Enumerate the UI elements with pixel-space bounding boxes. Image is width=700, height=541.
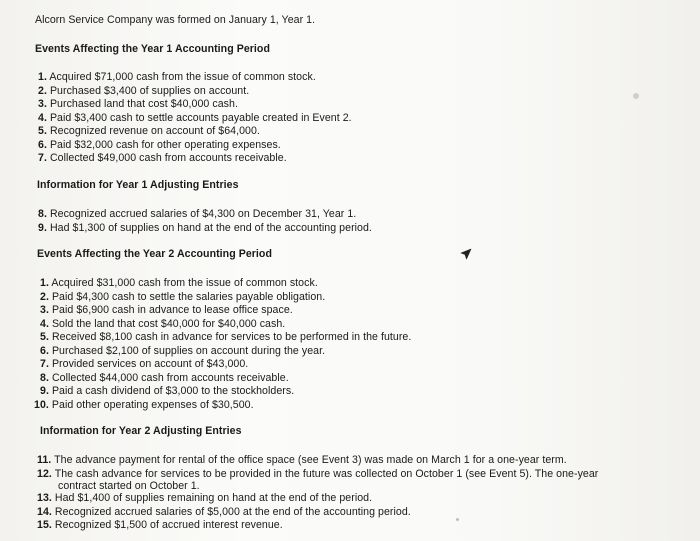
item-number: 3. [40,304,49,316]
item-number: 1. [38,71,47,83]
item-number: 8. [38,208,47,220]
list-item [37,492,372,505]
list-item [40,331,411,344]
year1-adjusting-heading: Information for Year 1 Adjusting Entries [37,179,239,191]
item-text: Sold the land that cost $40,000 for $40,000 cash. [51,317,286,330]
list-item [40,345,325,358]
item-text: Recognized accrued salaries of $5,000 at the end of the accounting period. [54,505,411,518]
item-number: 10. [34,398,49,411]
list-item [38,112,352,125]
intro-text: Alcorn Service Company was formed on January 1, Year 1. [35,14,316,26]
list-item [40,385,294,398]
item-number: 15. [37,519,52,531]
mouse-pointer-icon [460,248,472,260]
item-text: Acquired $71,000 cash from the issue of common stock. [49,71,316,83]
list-item [34,399,254,412]
list-item [38,85,249,98]
item-number: 1. [40,277,49,289]
item-text: Recognized accrued salaries of $4,300 on December 31, Year 1. [49,208,357,220]
item-text: Provided services on account of $43,000. [51,358,249,370]
decorative-dot [633,93,639,99]
item-number: 6. [38,138,47,151]
item-text: Purchased $3,400 of supplies on account. [49,84,250,97]
item-text: Recognized $1,500 of accrued interest revenue. [54,519,283,531]
list-item [40,277,318,290]
item-text: Paid $3,400 cash to settle accounts payable created in Event 2. [49,111,352,124]
list-item [40,318,285,331]
item-text: The cash advance for services to be provided in the future was collected on October 1 (see Event 5). The one-year [54,467,599,480]
item-number: 8. [40,371,49,384]
item-text: The advance payment for rental of the office space (see Event 3) was made on March 1 for a one-year term. [54,454,567,466]
list-item [38,222,372,235]
item-number: 14. [37,505,52,518]
item-number: 9. [40,385,49,397]
item-number: 5. [38,125,47,137]
item-number: 13. [37,492,52,504]
item-number: 12. [37,467,52,480]
year2-events-heading: Events Affecting the Year 2 Accounting Period [37,248,272,260]
item-text: Paid $32,000 cash for other operating expenses. [49,138,281,151]
item-text: Had $1,300 of supplies on hand at the end of the accounting period. [49,221,372,234]
list-item [38,98,238,111]
item-number: 3. [38,98,47,110]
item-number: 2. [40,290,49,303]
item-text: Paid a cash dividend of $3,000 to the stockholders. [51,385,295,397]
list-item-continuation: contract started on October 1. [58,479,200,492]
list-item [38,208,356,221]
item-text: Purchased $2,100 of supplies on account during the year. [51,344,326,357]
list-item [38,125,260,138]
item-number: 7. [40,358,49,370]
item-number: 9. [38,221,47,234]
list-item [38,71,316,84]
item-text: Paid $4,300 cash to settle the salaries payable obligation. [51,290,326,303]
item-text: Received $8,100 cash in advance for services to be performed in the future. [51,331,412,343]
list-item [37,506,411,519]
item-text: Paid other operating expenses of $30,500. [51,398,254,411]
list-item [40,358,248,371]
list-item [40,291,325,304]
item-text: Recognized revenue on account of $64,000. [49,125,260,137]
year2-adjusting-heading: Information for Year 2 Adjusting Entries [40,425,242,437]
item-number: 2. [38,84,47,97]
year1-events-heading: Events Affecting the Year 1 Accounting Period [35,43,270,55]
item-number: 11. [37,454,52,466]
item-text: Purchased land that cost $40,000 cash. [49,98,238,110]
item-text: Acquired $31,000 cash from the issue of common stock. [51,277,318,289]
list-item [38,152,287,165]
decorative-dot [456,518,459,521]
item-text: Collected $49,000 cash from accounts receivable. [49,152,287,164]
item-text: Paid $6,900 cash in advance to lease office space. [51,304,293,316]
item-text: Collected $44,000 cash from accounts receivable. [51,371,289,384]
list-item [37,454,567,467]
list-item [38,139,281,152]
item-number: 6. [40,344,49,357]
item-text: Had $1,400 of supplies remaining on hand at the end of the period. [54,492,373,504]
item-number: 4. [38,111,47,124]
list-item [37,519,283,532]
item-number: 4. [40,317,49,330]
item-number: 5. [40,331,49,343]
list-item [40,304,293,317]
list-item [40,372,289,385]
item-number: 7. [38,152,47,164]
